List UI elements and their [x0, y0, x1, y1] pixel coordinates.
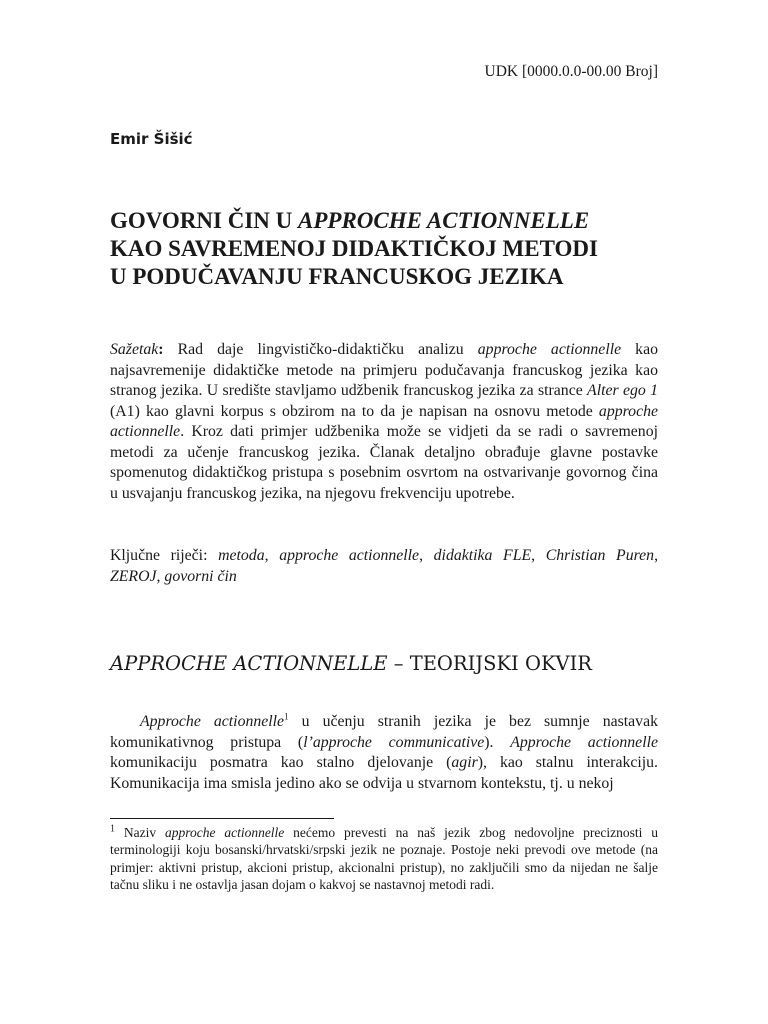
keyword-1: metoda: [218, 547, 265, 564]
footnote-term: approche actionnelle: [164, 825, 285, 840]
body-text-4: ), kao stalnu interakciju. Komunikacija ima smisla jedino ako se odvija u stvarnom kontekstu, tj. u nekoj: [110, 754, 658, 792]
abstract-term-2: approche actionnelle: [110, 402, 658, 440]
footnote-mark: 1: [110, 823, 115, 835]
body-term-2: l’approche communicative: [303, 733, 485, 751]
abstract-text-4: . Kroz dati primjer udžbenika može se vidjeti da se radi o savremenoj metodi za učenje francuskog jezika. Članak detaljno obrađuje glavne postavke spomenutog didaktičkog pristupa s posebnim osvrtom na ostvarivanje govornog čina u usvajanju francuskog jezika, na njegovu frekvenciju upotrebe.: [110, 423, 658, 502]
section-heading-italic: APPROCHE ACTIONNELLE: [110, 652, 388, 675]
title-line-3: U PODUČAVANJU FRANCUSKOG JEZIKA: [110, 264, 564, 289]
section-heading: [110, 652, 670, 675]
footnote-text-2: nećemo prevesti na naš jezik zbog nedovoljne preciznosti u terminologiji koju bosanski/hrvatski/srpski jezik ne poznaje. Postoje neki prevodi ove metode (na primjer: aktivni pristup, akcioni pristup, akcionalni pristup), no zaključili smo da nijedan ne šalje tačnu sliku i ne ostavlja jasan dojam o kakvoj se nastavnoj metodi radi.: [110, 825, 659, 893]
footnote-text-1: Naziv: [115, 825, 165, 840]
keyword-5: ZEROJ: [110, 567, 157, 585]
abstract-colon: :: [158, 341, 164, 358]
author-name: Emir Šišić: [110, 130, 193, 148]
title-line-1: [110, 207, 670, 235]
abstract-text-2: kao najsavremenije didaktičke metode na primjeru podučavanja francuskog jezika kao stranog jezika. U središte stavljamo udžbenik francuskog jezika za strance: [110, 341, 658, 399]
keyword-sep-1: ,: [264, 547, 280, 564]
title-line-1-text: GOVORNI ČIN U: [110, 208, 299, 233]
abstract-text-1: Rad daje lingvističko-didaktičku analizu: [163, 341, 478, 358]
keywords-label: Ključne riječi:: [110, 547, 219, 564]
keyword-4: Christian Puren: [545, 547, 655, 564]
footnote-divider: [110, 818, 334, 819]
abstract-text-3: (A1) kao glavni korpus s obzirom na to da je napisan na osnovu metode: [110, 402, 599, 420]
keyword-sep-5: ,: [156, 567, 165, 585]
keyword-2: approche actionnelle: [279, 547, 420, 564]
body-text-1: u učenju stranih jezika je bez sumnje nastavak komunikativnog pristupa (: [110, 713, 658, 751]
title-line-2: KAO SAVREMENOJ DIDAKTIČKOJ METODI: [110, 236, 598, 261]
abstract-label: Sažetak: [110, 341, 159, 358]
body-text-2: ).: [484, 733, 511, 751]
title-line-1-italic: APPROCHE ACTIONNELLE: [298, 208, 590, 233]
footnote-reference[interactable]: 1: [284, 711, 289, 722]
keyword-sep-3: ,: [531, 547, 546, 564]
article-title: [110, 207, 670, 291]
body-paragraph: [110, 712, 658, 794]
keyword-sep-4: ,: [654, 547, 659, 564]
udk-code: UDK [0000.0.0-00.00 Broj]: [484, 63, 658, 80]
abstract-term-1: approche actionnelle: [477, 341, 622, 358]
body-term-3: Approche actionnelle: [510, 733, 658, 751]
keyword-6: govorni čin: [164, 567, 237, 585]
keywords-paragraph: [110, 546, 658, 587]
body-text-3: komunikaciju posmatra kao stalno djelovanje (: [110, 754, 452, 771]
section-heading-rest: – TEORIJSKI OKVIR: [387, 652, 592, 675]
keyword-sep-2: ,: [419, 547, 434, 564]
keyword-3: didaktika FLE: [433, 547, 532, 564]
abstract-paragraph: [110, 340, 658, 504]
footnote: [110, 824, 658, 894]
body-term-1: Approche actionnelle: [140, 713, 285, 730]
body-term-4: agir: [451, 754, 478, 771]
abstract-book-title: Alter ego 1: [587, 382, 658, 399]
